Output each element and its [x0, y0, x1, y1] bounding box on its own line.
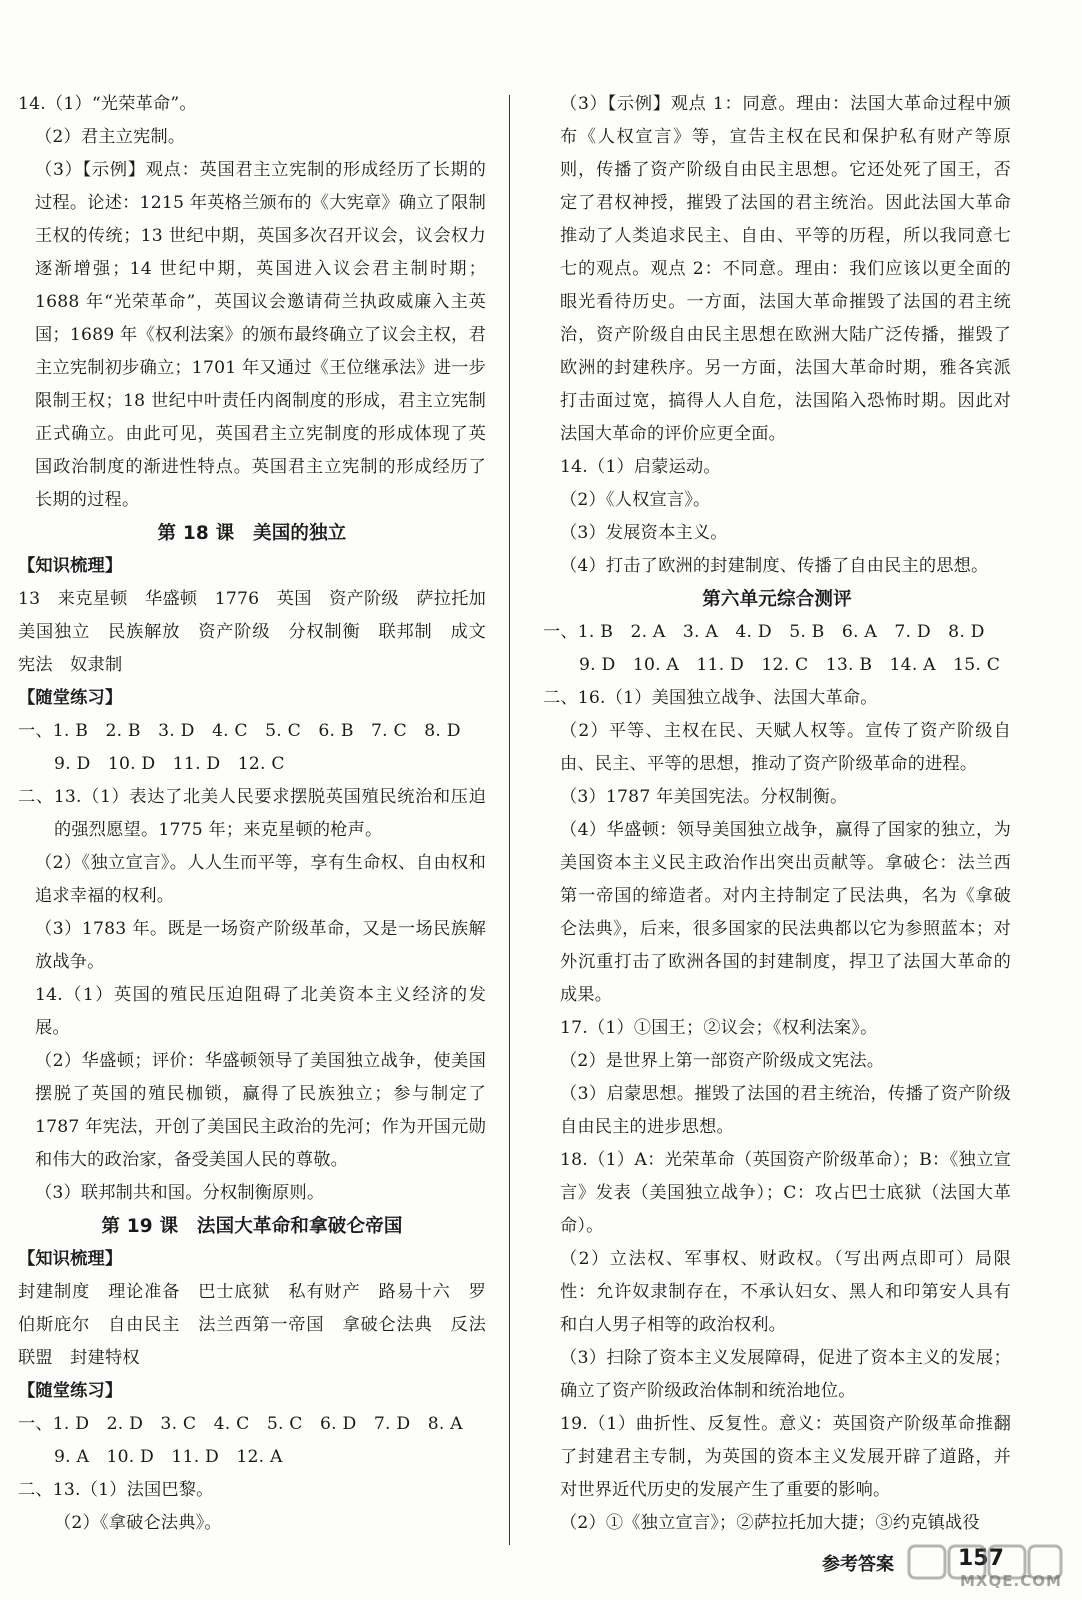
answer-13-1: 二、13.（1）表达了北美人民要求摆脱英国殖民统治和压迫的强烈愿望。1775 年；来克星顿的枪声。	[18, 787, 486, 840]
answer-13-3: （3）1783 年。既是一场资产阶级革命，又是一场民族解放战争。	[35, 919, 486, 972]
answer-14-1b: 14.（1）英国的殖民压迫阻碍了北美资本主义经济的发展。	[35, 985, 486, 1038]
answer-16-4: （4）华盛顿：领导美国独立战争，赢得了国家的独立，为美国资本主义民主政治作出突出贡献等。拿破仑：法兰西第一帝国的缔造者。对内主持制定了民法典，名为《拿破仑法典》，后来，很多国家的民法典都以它为参照蓝本；对外沉重打击了欧洲各国的封建制度，捍卫了法国大革命的成果。	[560, 820, 1011, 1005]
practice-heading-19: 【随堂练习】	[18, 1381, 123, 1401]
answer-14-1: 14.（1）“光荣革命”。	[18, 94, 197, 114]
choice-answers: 一、1. B 2. B 3. D 4. C 5. C 6. B 7. C 8. D	[18, 721, 461, 741]
footer-label: 参考答案	[822, 1554, 894, 1575]
lesson-19-title: 第 19 课 法国大革命和拿破仑帝国	[101, 1216, 403, 1237]
answer-14-3: （3）发展资本主义。	[560, 523, 728, 543]
answer-13-3-example: （3）【示例】观点 1：同意。理由：法国大革命过程中颁布《人权宣言》等，宣告主权在民和保护私有财产等原则，传播了资产阶级自由民主思想。它还处死了国王，否定了君权神授，摧毁了法国的君主统治。因此法国大革命推动了人类追求民主、自由、平等的历程，所以我同意七七的观点。观点 2：不同意。理由：我们应该以更全面的眼光看待历史。一方面，法国大革命摧毁了法国的君主统治，资产阶级自由民主思想在欧洲大陆广泛传播，摧毁了欧洲的封建秩序。另一方面，法国大革命时期，雅各宾派打击面过宽，搞得人人自危，法国陷入恐怖时期。因此对法国大革命的评价应更全面。	[560, 94, 1011, 444]
answer-14-1: 14.（1）启蒙运动。	[560, 457, 721, 477]
answer-17-3: （3）启蒙思想。摧毁了法国的君主统治，传播了资产阶级自由民主的进步思想。	[560, 1084, 1011, 1137]
answer-16-1: 二、16.（1）美国独立战争、法国大革命。	[543, 688, 878, 708]
answer-16-3: （3）1787 年美国宪法。分权制衡。	[560, 787, 848, 807]
knowledge-text-19: 封建制度 理论准备 巴士底狱 私有财产 路易十六 罗伯斯庇尔 自由民主 法兰西第一帝国 拿破仑法典 反法联盟 封建特权	[18, 1282, 486, 1368]
page-number: 157	[958, 1546, 1004, 1571]
answer-17-1: 17.（1）①国王；②议会；《权利法案》。	[560, 1018, 878, 1038]
column-divider	[509, 95, 510, 1545]
answer-14-3b: （3）联邦制共和国。分权制衡原则。	[35, 1183, 325, 1203]
answer-14-2b: （2）华盛顿；评价：华盛顿领导了美国独立战争，使美国摆脱了英国的殖民枷锁，赢得了民族独立；参与制定了 1787 年宪法，开创了美国民主政治的先河；作为开国元勋和伟大的政治家，备受美国人民的尊敬。	[35, 1051, 486, 1170]
answer-19-2: （2）①《独立宣言》；②萨拉托加大捷；③约克镇战役	[560, 1513, 980, 1533]
knowledge-text: 13 来克星顿 华盛顿 1776 英国 资产阶级 萨拉托加 美国独立 民族解放 资产阶级 分权制衡 联邦制 成文宪法 奴隶制	[18, 589, 504, 675]
lesson-18-title: 第 18 课 美国的独立	[157, 523, 347, 544]
answer-18-2: （2）立法权、军事权、财政权。（写出两点即可）局限性：允许奴隶制存在，不承认妇女、黑人和印第安人具有和白人男子相等的政治权利。	[560, 1249, 1011, 1335]
answer-19-13-2: （2）《拿破仑法典》。	[54, 1513, 222, 1533]
answer-16-2: （2）平等、主权在民、天赋人权等。宣传了资产阶级自由、民主、平等的思想，推动了资产阶级革命的进程。	[560, 721, 1011, 774]
answer-13-2: （2）《独立宣言》。人人生而平等，享有生命权、自由权和追求幸福的权利。	[35, 853, 486, 906]
answer-14-2: （2）君主立宪制。	[35, 127, 186, 147]
choice-answers-2: 9. D 10. D 11. D 12. C	[54, 754, 285, 774]
practice-heading: 【随堂练习】	[18, 688, 123, 708]
left-column	[18, 88, 504, 1540]
knowledge-heading-19: 【知识梳理】	[18, 1249, 123, 1269]
answer-14-2: （2）《人权宣言》。	[560, 490, 711, 510]
answer-17-2: （2）是世界上第一部资产阶级成文宪法。	[560, 1051, 885, 1071]
unit-6-title: 第六单元综合测评	[702, 589, 852, 610]
answer-18-3: （3）扫除了资本主义发展障碍，促进了资本主义的发展；确立了资产阶级政治体制和统治地位。	[560, 1348, 1011, 1401]
answer-19-13-1: 二、13.（1）法国巴黎。	[18, 1480, 214, 1500]
watermark-text: MXQE.COM	[960, 1572, 1062, 1590]
knowledge-heading: 【知识梳理】	[18, 556, 123, 576]
choice-answers-19: 一、1. D 2. D 3. C 4. C 5. C 6. D 7. D 8. A	[18, 1414, 463, 1434]
unit-choice-answers: 一、1. B 2. A 3. A 4. D 5. B 6. A 7. D 8. D	[543, 622, 985, 642]
answer-18-1: 18.（1）A：光荣革命（英国资产阶级革命）；B：《独立宣言》发表（美国独立战争）；C：攻占巴士底狱（法国大革命）。	[560, 1150, 1011, 1236]
right-column	[543, 88, 1011, 1540]
unit-choice-answers-2: 9. D 10. A 11. D 12. C 13. B 14. A 15. C	[579, 655, 1001, 675]
answer-14-4: （4）打击了欧洲的封建制度、传播了自由民主的思想。	[560, 556, 989, 576]
answer-14-3: （3）【示例】观点：英国君主立宪制的形成经历了长期的过程。论述：1215 年英格兰颁布的《大宪章》确立了限制王权的传统；13 世纪中期，英国多次召开议会，议会权力逐渐增强；14 世纪中期，英国进入议会君主制时期；1688 年“光荣革命”，英国议会邀请荷兰执政威廉入主英国；1689 年《权利法案》的颁布最终确立了议会主权，君主立宪制初步确立；1701 年又通过《王位继承法》进一步限制王权；18 世纪中叶责任内阁制度的形成，君主立宪制正式确立。由此可见，英国君主立宪制度的形成体现了英国政治制度的渐进性特点。英国君主立宪制的形成经历了长期的过程。	[35, 160, 486, 510]
choice-answers-19-2: 9. A 10. D 11. D 12. A	[54, 1447, 283, 1467]
page-footer	[810, 1542, 1070, 1592]
answer-19-1: 19.（1）曲折性、反复性。意义：英国资产阶级革命推翻了封建君主专制，为英国的资本主义发展开辟了道路，并对世界近代历史的发展产生了重要的影响。	[560, 1414, 1011, 1500]
